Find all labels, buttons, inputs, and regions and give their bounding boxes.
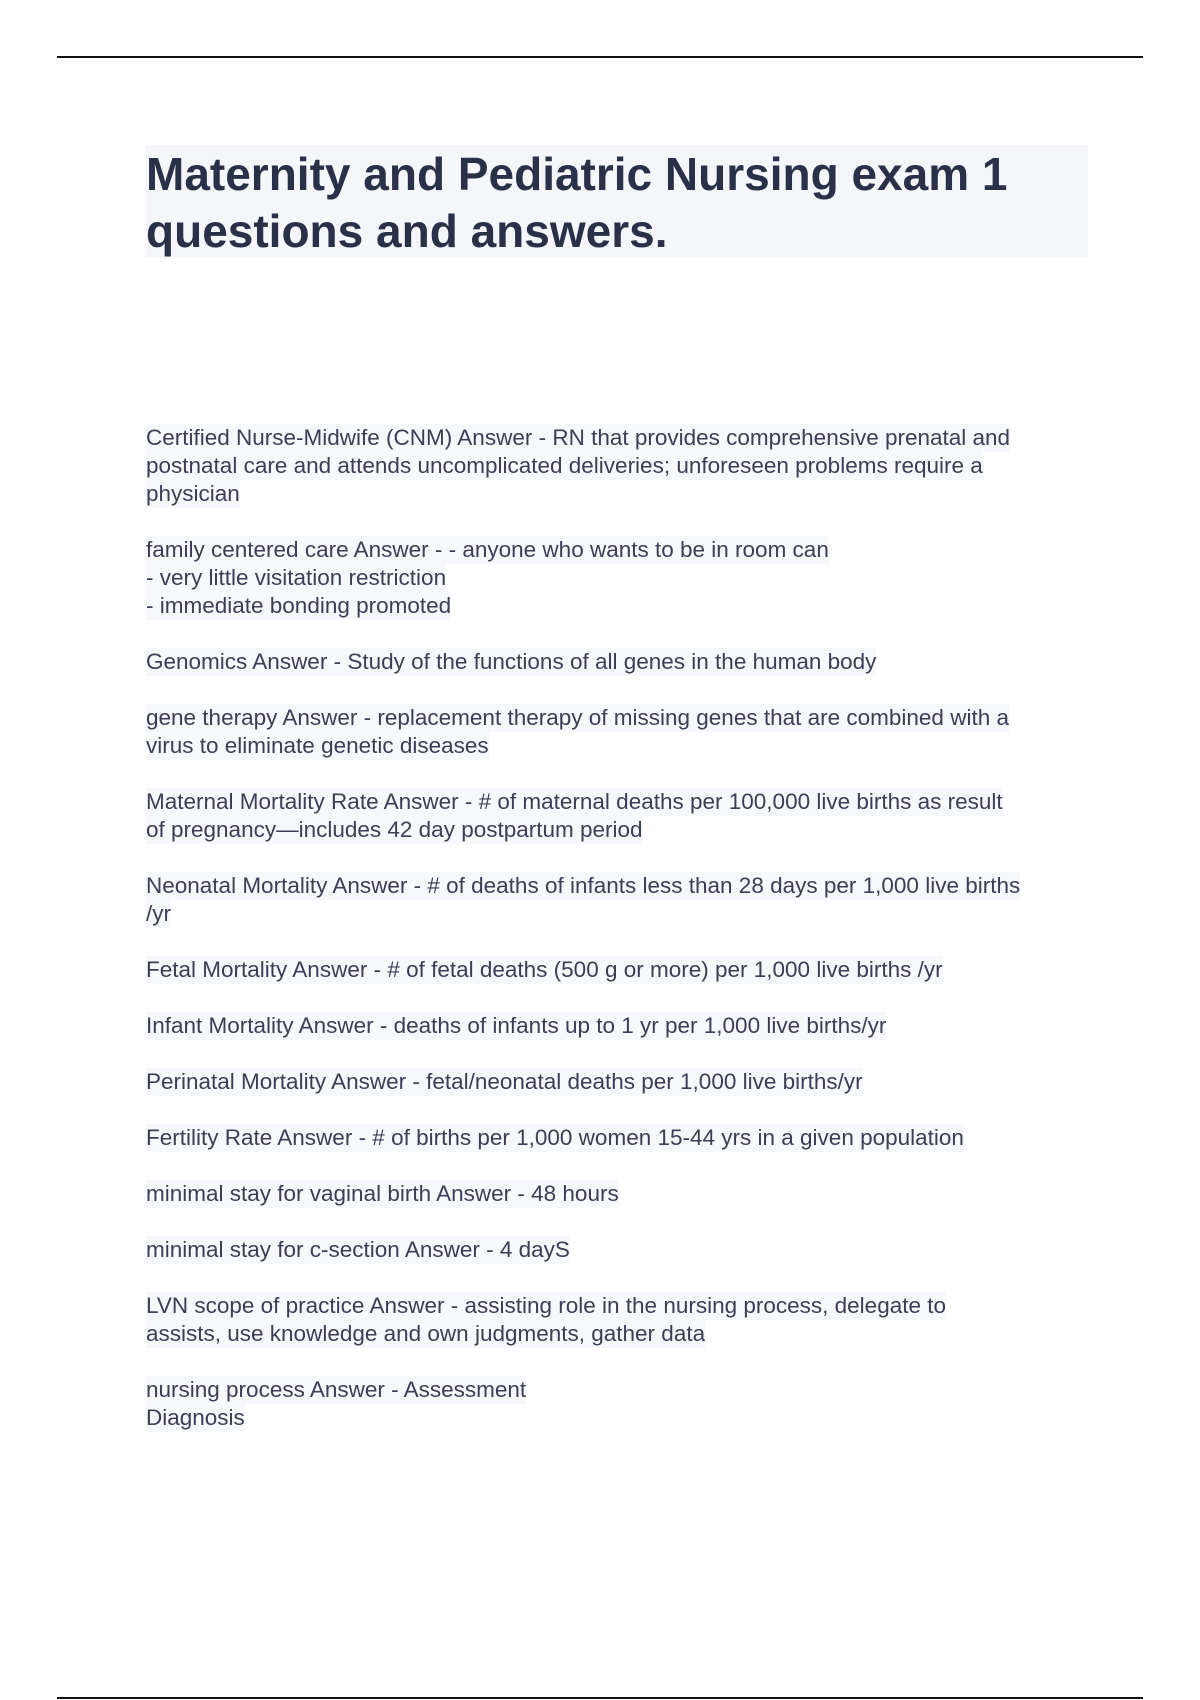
qa-line: Certified Nurse-Midwife (CNM) Answer - RN that provides comprehensive prenatal and	[146, 425, 1011, 450]
qa-entry	[146, 648, 1096, 676]
qa-line: Neonatal Mortality Answer - # of deaths of infants less than 28 days per 1,000 live births	[146, 873, 1021, 898]
qa-line: Fetal Mortality Answer - # of fetal deaths (500 g or more) per 1,000 live births /yr	[146, 957, 943, 982]
qa-entry	[146, 956, 1096, 984]
qa-line: gene therapy Answer - replacement therapy of missing genes that are combined with a	[146, 705, 1009, 730]
qa-entry	[146, 1068, 1096, 1096]
qa-entry	[146, 1124, 1096, 1152]
bottom-rule	[57, 1697, 1143, 1699]
qa-line: postnatal care and attends uncomplicated deliveries; unforeseen problems require a	[146, 453, 983, 478]
qa-line: family centered care Answer - - anyone who wants to be in room can	[146, 537, 829, 562]
qa-line: Genomics Answer - Study of the functions of all genes in the human body	[146, 649, 877, 674]
qa-entry	[146, 1236, 1096, 1264]
qa-line: - very little visitation restriction	[146, 565, 447, 590]
qa-line: Fertility Rate Answer - # of births per 1,000 women 15-44 yrs in a given population	[146, 1125, 964, 1150]
qa-line: virus to eliminate genetic diseases	[146, 733, 489, 758]
page-title: Maternity and Pediatric Nursing exam 1 questions and answers.	[146, 148, 1008, 257]
qa-line: Maternal Mortality Rate Answer - # of maternal deaths per 100,000 live births as result	[146, 789, 1003, 814]
qa-line: Infant Mortality Answer - deaths of infants up to 1 yr per 1,000 live births/yr	[146, 1013, 887, 1038]
top-rule	[57, 56, 1143, 58]
qa-line: physician	[146, 481, 240, 506]
qa-line: minimal stay for c-section Answer - 4 dayS	[146, 1237, 570, 1262]
qa-line: of pregnancy—includes 42 day postpartum period	[146, 817, 643, 842]
qa-entry	[146, 872, 1096, 928]
qa-entry	[146, 1292, 1096, 1348]
qa-entry	[146, 1376, 1096, 1432]
qa-line: - immediate bonding promoted	[146, 593, 452, 618]
qa-line: LVN scope of practice Answer - assisting role in the nursing process, delegate to	[146, 1293, 947, 1318]
qa-entry	[146, 788, 1096, 844]
qa-line: minimal stay for vaginal birth Answer - 48 hours	[146, 1181, 619, 1206]
qa-entry	[146, 1180, 1096, 1208]
qa-line: nursing process Answer - Assessment	[146, 1377, 527, 1402]
qa-list	[146, 424, 1096, 1460]
qa-entry	[146, 1012, 1096, 1040]
qa-line: Diagnosis	[146, 1405, 245, 1430]
qa-entry	[146, 536, 1096, 620]
qa-line: Perinatal Mortality Answer - fetal/neonatal deaths per 1,000 live births/yr	[146, 1069, 863, 1094]
qa-entry	[146, 424, 1096, 508]
qa-line: assists, use knowledge and own judgments, gather data	[146, 1321, 706, 1346]
qa-entry	[146, 704, 1096, 760]
qa-line: /yr	[146, 901, 171, 926]
